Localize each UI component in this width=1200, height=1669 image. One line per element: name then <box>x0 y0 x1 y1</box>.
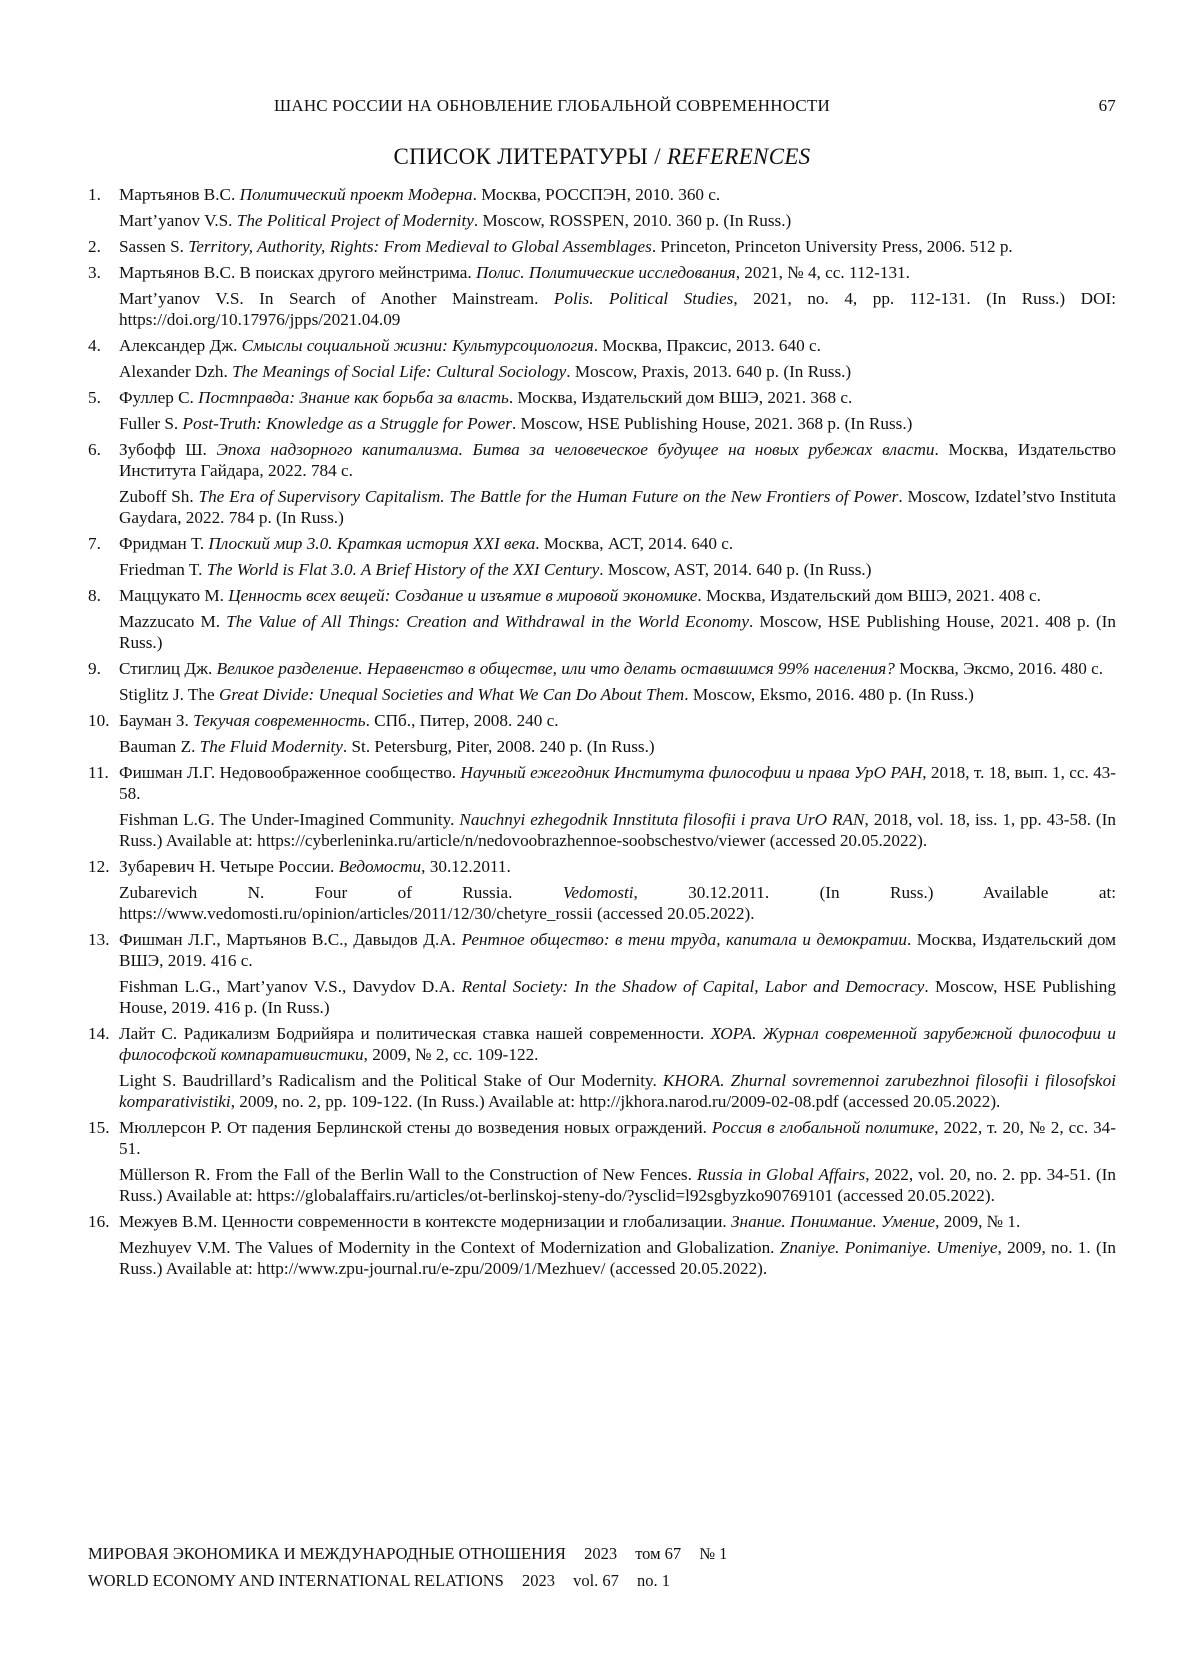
reference-number: 4. <box>88 336 101 355</box>
reference-text: . Moscow, Praxis, 2013. 640 p. (In Russ.) <box>566 362 852 381</box>
footer-year-ru: 2023 <box>584 1544 618 1563</box>
reference-text: . Москва, Издательский дом ВШЭ, 2019. 416 с. <box>119 930 1116 970</box>
reference-body <box>119 929 1116 1018</box>
reference-title: Polis. Political Studies <box>553 289 734 308</box>
reference-text: . Москва, Издательский дом ВШЭ, 2021. 408 с. <box>697 586 1041 605</box>
reference-ru <box>119 335 1116 356</box>
reference-text: Fuller S. <box>119 414 183 433</box>
reference-item <box>88 439 1116 528</box>
reference-text: . Moscow, ROSSPEN, 2010. 360 p. (In Russ.) <box>473 211 792 230</box>
reference-title: Nauchnyi ezhegodnik Innstituta filosofii i prava UrO RAN <box>459 810 865 829</box>
reference-text: . Москва, Издательство Института Гайдара, 2022. 784 с. <box>119 440 1117 480</box>
reference-ru <box>119 1023 1116 1065</box>
reference-number: 2. <box>88 237 101 256</box>
reference-text: , 2009, no. 1. (In Russ.) Available at: http://www.zpu-journal.ru/e-zpu/2009/1/Mezhuev/ (accessed 20.05.2022). <box>119 1238 1117 1278</box>
reference-number: 16. <box>88 1212 110 1231</box>
reference-body <box>119 762 1116 851</box>
reference-en <box>119 559 1116 580</box>
reference-title: Great Divide: Unequal Societies and What We Can Do About Them <box>218 685 685 704</box>
reference-body <box>119 1117 1116 1206</box>
reference-en <box>119 809 1116 851</box>
reference-title: Научный ежегодник Института философии и права УрО РАН <box>460 763 923 782</box>
footer-issue-en: no. 1 <box>637 1571 671 1590</box>
reference-list <box>88 184 1116 1284</box>
reference-text: , 30.12.2011. <box>421 857 511 876</box>
reference-body <box>119 533 1116 580</box>
reference-ru <box>119 533 1116 554</box>
reference-title: The Meanings of Social Life: Cultural Sociology <box>232 362 567 381</box>
reference-en <box>119 1070 1116 1112</box>
reference-title: The Fluid Modernity <box>199 737 343 756</box>
references-heading-ru: СПИСОК ЛИТЕРАТУРЫ / <box>393 144 661 169</box>
reference-item <box>88 585 1116 653</box>
reference-item <box>88 262 1116 330</box>
reference-text: , 2018, т. 18, вып. 1, сс. 43-58. <box>119 763 1116 803</box>
reference-text: . Moscow, Izdatel’stvo Instituta Gaydara, 2022. 784 p. (In Russ.) <box>119 487 1116 527</box>
reference-text: Sassen S. <box>119 237 189 256</box>
reference-ru <box>119 929 1116 971</box>
reference-number: 11. <box>88 763 109 782</box>
reference-body <box>119 335 1116 382</box>
reference-ru <box>119 585 1116 606</box>
reference-body <box>119 184 1116 231</box>
reference-text: Фишман Л.Г., Мартьянов В.С., Давыдов Д.А. <box>119 930 462 949</box>
reference-text: Fishman L.G., Mart’yanov V.S., Davydov D.A. <box>119 977 462 996</box>
reference-ru <box>119 262 1116 283</box>
reference-ru <box>119 1117 1116 1159</box>
reference-en <box>119 288 1116 330</box>
reference-text: . Москва, Издательский дом ВШЭ, 2021. 368 с. <box>508 388 853 407</box>
reference-item <box>88 1023 1116 1112</box>
reference-number: 9. <box>88 659 101 678</box>
reference-en <box>119 361 1116 382</box>
reference-item <box>88 1211 1116 1279</box>
reference-text: Межуев В.М. Ценности современности в контексте модернизации и глобализации. <box>119 1212 732 1231</box>
reference-text: . Москва, Праксис, 2013. 640 с. <box>593 336 821 355</box>
reference-text: Fishman L.G. The Under-Imagined Community. <box>119 810 460 829</box>
reference-title: Rental Society: In the Shadow of Capital, Labor and Democracy <box>461 977 925 996</box>
reference-text: Маццукато М. <box>119 586 229 605</box>
reference-title: Рентное общество: в тени труда, капитала и демократии <box>461 930 907 949</box>
reference-item <box>88 1117 1116 1206</box>
reference-en <box>119 976 1116 1018</box>
reference-body <box>119 1211 1116 1279</box>
reference-title: Знание. Понимание. Умение <box>731 1212 936 1231</box>
reference-text: Александер Дж. <box>119 336 242 355</box>
reference-en <box>119 736 1116 757</box>
reference-en <box>119 882 1116 924</box>
reference-title: The Era of Supervisory Capitalism. The Battle for the Human Future on the New Frontiers of Power <box>198 487 899 506</box>
reference-ru <box>119 1211 1116 1232</box>
reference-text: , 2009, no. 2, pp. 109-122. (In Russ.) Available at: http://jkhora.narod.ru/2009-02-08.pdf (accessed 20.05.2022). <box>230 1092 1001 1111</box>
reference-title: Плоский мир 3.0. Краткая история XXI века <box>208 534 536 553</box>
footer-volume-en: vol. 67 <box>573 1571 619 1590</box>
reference-text: . Moscow, HSE Publishing House, 2021. 408 p. (In Russ.) <box>119 612 1116 652</box>
reference-en <box>119 210 1116 231</box>
reference-text: . Moscow, AST, 2014. 640 p. (In Russ.) <box>599 560 872 579</box>
reference-item <box>88 533 1116 580</box>
reference-text: . Moscow, HSE Publishing House, 2019. 416 p. (In Russ.) <box>119 977 1116 1017</box>
reference-text: , 2022, vol. 20, no. 2. pp. 34-51. (In Russ.) Available at: https://globalaffairs.ru/articles/ot-berlinskoj-steny-do/?ysclid=l92sgbyzko90769101 (accessed 20.05.2022). <box>119 1165 1116 1205</box>
footer-volume-ru: том 67 <box>635 1544 682 1563</box>
reference-text: Фуллер С. <box>119 388 199 407</box>
reference-body <box>119 439 1116 528</box>
reference-text: Bauman Z. <box>119 737 200 756</box>
reference-body <box>119 236 1116 257</box>
reference-text: Мартьянов В.С. В поисках другого мейнстрима. <box>119 263 477 282</box>
reference-item <box>88 335 1116 382</box>
page-number: 67 <box>1098 96 1116 115</box>
reference-en <box>119 413 1116 434</box>
reference-text: Zuboff Sh. <box>119 487 199 506</box>
reference-item <box>88 184 1116 231</box>
reference-en <box>119 1237 1116 1279</box>
reference-text: . St. Petersburg, Piter, 2008. 240 p. (In Russ.) <box>342 737 655 756</box>
footer-journal-ru: МИРОВАЯ ЭКОНОМИКА И МЕЖДУНАРОДНЫЕ ОТНОШЕНИЯ <box>88 1544 566 1563</box>
reference-text: Бауман З. <box>119 711 194 730</box>
journal-footer <box>88 1540 1116 1594</box>
reference-number: 10. <box>88 711 110 730</box>
reference-ru <box>119 184 1116 205</box>
reference-text: Alexander Dzh. <box>119 362 233 381</box>
reference-text: Müllerson R. From the Fall of the Berlin Wall to the Construction of New Fences. <box>119 1165 697 1184</box>
reference-text: , 2009, № 1. <box>935 1212 1021 1231</box>
reference-number: 3. <box>88 263 101 282</box>
reference-text: Mazzucato M. <box>119 612 227 631</box>
reference-text: Мартьянов В.С. <box>119 185 240 204</box>
reference-ru <box>119 856 1116 877</box>
footer-journal-en: WORLD ECONOMY AND INTERNATIONAL RELATIONS <box>88 1571 504 1590</box>
reference-text: . Moscow, HSE Publishing House, 2021. 368 p. (In Russ.) <box>511 414 913 433</box>
reference-title: Великое разделение. Неравенство в обществе, или что делать оставшимся 99% населения? <box>216 659 895 678</box>
reference-title: Territory, Authority, Rights: From Medieval to Global Assemblages <box>188 237 652 256</box>
reference-number: 6. <box>88 440 101 459</box>
reference-title: Ведомости <box>338 857 422 876</box>
reference-number: 12. <box>88 857 110 876</box>
reference-en <box>119 1164 1116 1206</box>
reference-text: , 2021, № 4, сс. 112-131. <box>735 263 910 282</box>
reference-text: Зубаревич Н. Четыре России. <box>119 857 339 876</box>
reference-item <box>88 762 1116 851</box>
reference-ru <box>119 762 1116 804</box>
reference-title: KHORA. Zhurnal sovremennoi zarubezhnoi filosofii i filosofskoi komparativistiki <box>119 1071 1117 1111</box>
reference-text: Стиглиц Дж. <box>119 659 217 678</box>
reference-number: 7. <box>88 534 101 553</box>
reference-title: The World is Flat 3.0. A Brief History of the XXI Century <box>206 560 600 579</box>
reference-text: . Москва, АСТ, 2014. 640 с. <box>535 534 734 553</box>
reference-text: Зубофф Ш. <box>119 440 217 459</box>
reference-en <box>119 486 1116 528</box>
reference-text: , 2022, т. 20, № 2, сс. 34-51. <box>119 1118 1116 1158</box>
reference-text: , 30.12.2011. (In Russ.) Available at: https://www.vedomosti.ru/opinion/articles/2011/12/30/chetyre_rossii (accessed 20.05.2022). <box>119 883 1116 923</box>
reference-text: Stiglitz J. The <box>119 685 219 704</box>
reference-item <box>88 856 1116 924</box>
reference-item <box>88 710 1116 757</box>
footer-line-ru <box>88 1540 1116 1567</box>
reference-text: . Moscow, Eksmo, 2016. 480 p. (In Russ.) <box>684 685 974 704</box>
reference-item <box>88 658 1116 705</box>
reference-number: 13. <box>88 930 110 949</box>
reference-number: 1. <box>88 185 101 204</box>
reference-text: , 2018, vol. 18, iss. 1, pp. 43-58. (In Russ.) Available at: https://cyberleninka.ru/article/n/nedovoobrazhennoe-soobschestvo/viewer (accessed 20.05.2022). <box>119 810 1116 850</box>
reference-title: Полис. Политические исследования <box>476 263 736 282</box>
reference-text: Light S. Baudrillard’s Radicalism and the Political Stake of Our Modernity. <box>119 1071 663 1090</box>
reference-title: The Value of All Things: Creation and Withdrawal in the World Economy <box>226 612 749 631</box>
reference-item <box>88 236 1116 257</box>
reference-text: Фридман Т. <box>119 534 209 553</box>
reference-text: Zubarevich N. Four of Russia. <box>119 883 563 902</box>
reference-body <box>119 710 1116 757</box>
reference-ru <box>119 658 1116 679</box>
references-heading-en: REFERENCES <box>666 144 811 169</box>
reference-text: Friedman T. <box>119 560 207 579</box>
reference-text: Москва, Эксмо, 2016. 480 с. <box>894 659 1104 678</box>
reference-text: Лайт С. Радикализм Бодрийяра и политическая ставка нашей современности. <box>119 1024 711 1043</box>
footer-year-en: 2023 <box>521 1571 555 1590</box>
reference-text: Mart’yanov V.S. In Search of Another Mainstream. <box>119 289 554 308</box>
reference-body <box>119 1023 1116 1112</box>
reference-title: Эпоха надзорного капитализма. Битва за человеческое будущее на новых рубежах власти <box>216 440 935 459</box>
reference-text: Мюллерсон Р. От падения Берлинской стены до возведения новых ограждений. <box>119 1118 712 1137</box>
reference-title: Russia in Global Affairs <box>696 1165 866 1184</box>
reference-title: ХОРА. Журнал современной зарубежной философии и философской компаративистики <box>119 1024 1116 1064</box>
reference-number: 14. <box>88 1024 110 1043</box>
footer-issue-ru: № 1 <box>699 1544 728 1563</box>
reference-item <box>88 387 1116 434</box>
reference-number: 15. <box>88 1118 110 1137</box>
reference-title: Ценность всех вещей: Создание и изъятие в мировой экономике <box>228 586 698 605</box>
reference-item <box>88 929 1116 1018</box>
reference-en <box>119 611 1116 653</box>
reference-en <box>119 684 1116 705</box>
reference-title: Политический проект Модерна <box>239 185 473 204</box>
reference-text: . Princeton, Princeton University Press, 2006. 512 p. <box>651 237 1013 256</box>
reference-body <box>119 856 1116 924</box>
footer-line-en <box>88 1567 1116 1594</box>
reference-body <box>119 262 1116 330</box>
reference-body <box>119 387 1116 434</box>
reference-text: . Москва, РОССПЭН, 2010. 360 с. <box>472 185 721 204</box>
reference-ru <box>119 439 1116 481</box>
reference-number: 8. <box>88 586 101 605</box>
reference-title: The Political Project of Modernity <box>236 211 474 230</box>
reference-title: Смыслы социальной жизни: Культурсоциология <box>241 336 594 355</box>
reference-title: Текучая современность <box>193 711 366 730</box>
reference-body <box>119 658 1116 705</box>
reference-text: . СПб., Питер, 2008. 240 с. <box>365 711 559 730</box>
reference-text: , 2021, no. 4, pp. 112-131. (In Russ.) DOI: https://doi.org/10.17976/jpps/2021.04.09 <box>119 289 1116 329</box>
reference-ru <box>119 236 1116 257</box>
reference-ru <box>119 387 1116 408</box>
reference-title: Post-Truth: Knowledge as a Struggle for Power <box>182 414 512 433</box>
reference-text: Mart’yanov V.S. <box>119 211 237 230</box>
running-title: ШАНС РОССИИ НА ОБНОВЛЕНИЕ ГЛОБАЛЬНОЙ СОВРЕМЕННОСТИ <box>274 96 830 115</box>
reference-title: Vedomosti <box>562 883 634 902</box>
reference-title: Постправда: Знание как борьба за власть <box>198 388 509 407</box>
reference-title: Россия в глобальной политике <box>711 1118 935 1137</box>
reference-text: Mezhuyev V.M. The Values of Modernity in the Context of Modernization and Globalization. <box>119 1238 780 1257</box>
references-heading <box>88 144 1116 170</box>
reference-body <box>119 585 1116 653</box>
reference-title: Znaniye. Ponimaniye. Umeniye <box>779 1238 998 1257</box>
reference-ru <box>119 710 1116 731</box>
reference-number: 5. <box>88 388 101 407</box>
reference-text: , 2009, № 2, сс. 109-122. <box>363 1045 539 1064</box>
reference-text: Фишман Л.Г. Недовоображенное сообщество. <box>119 763 461 782</box>
